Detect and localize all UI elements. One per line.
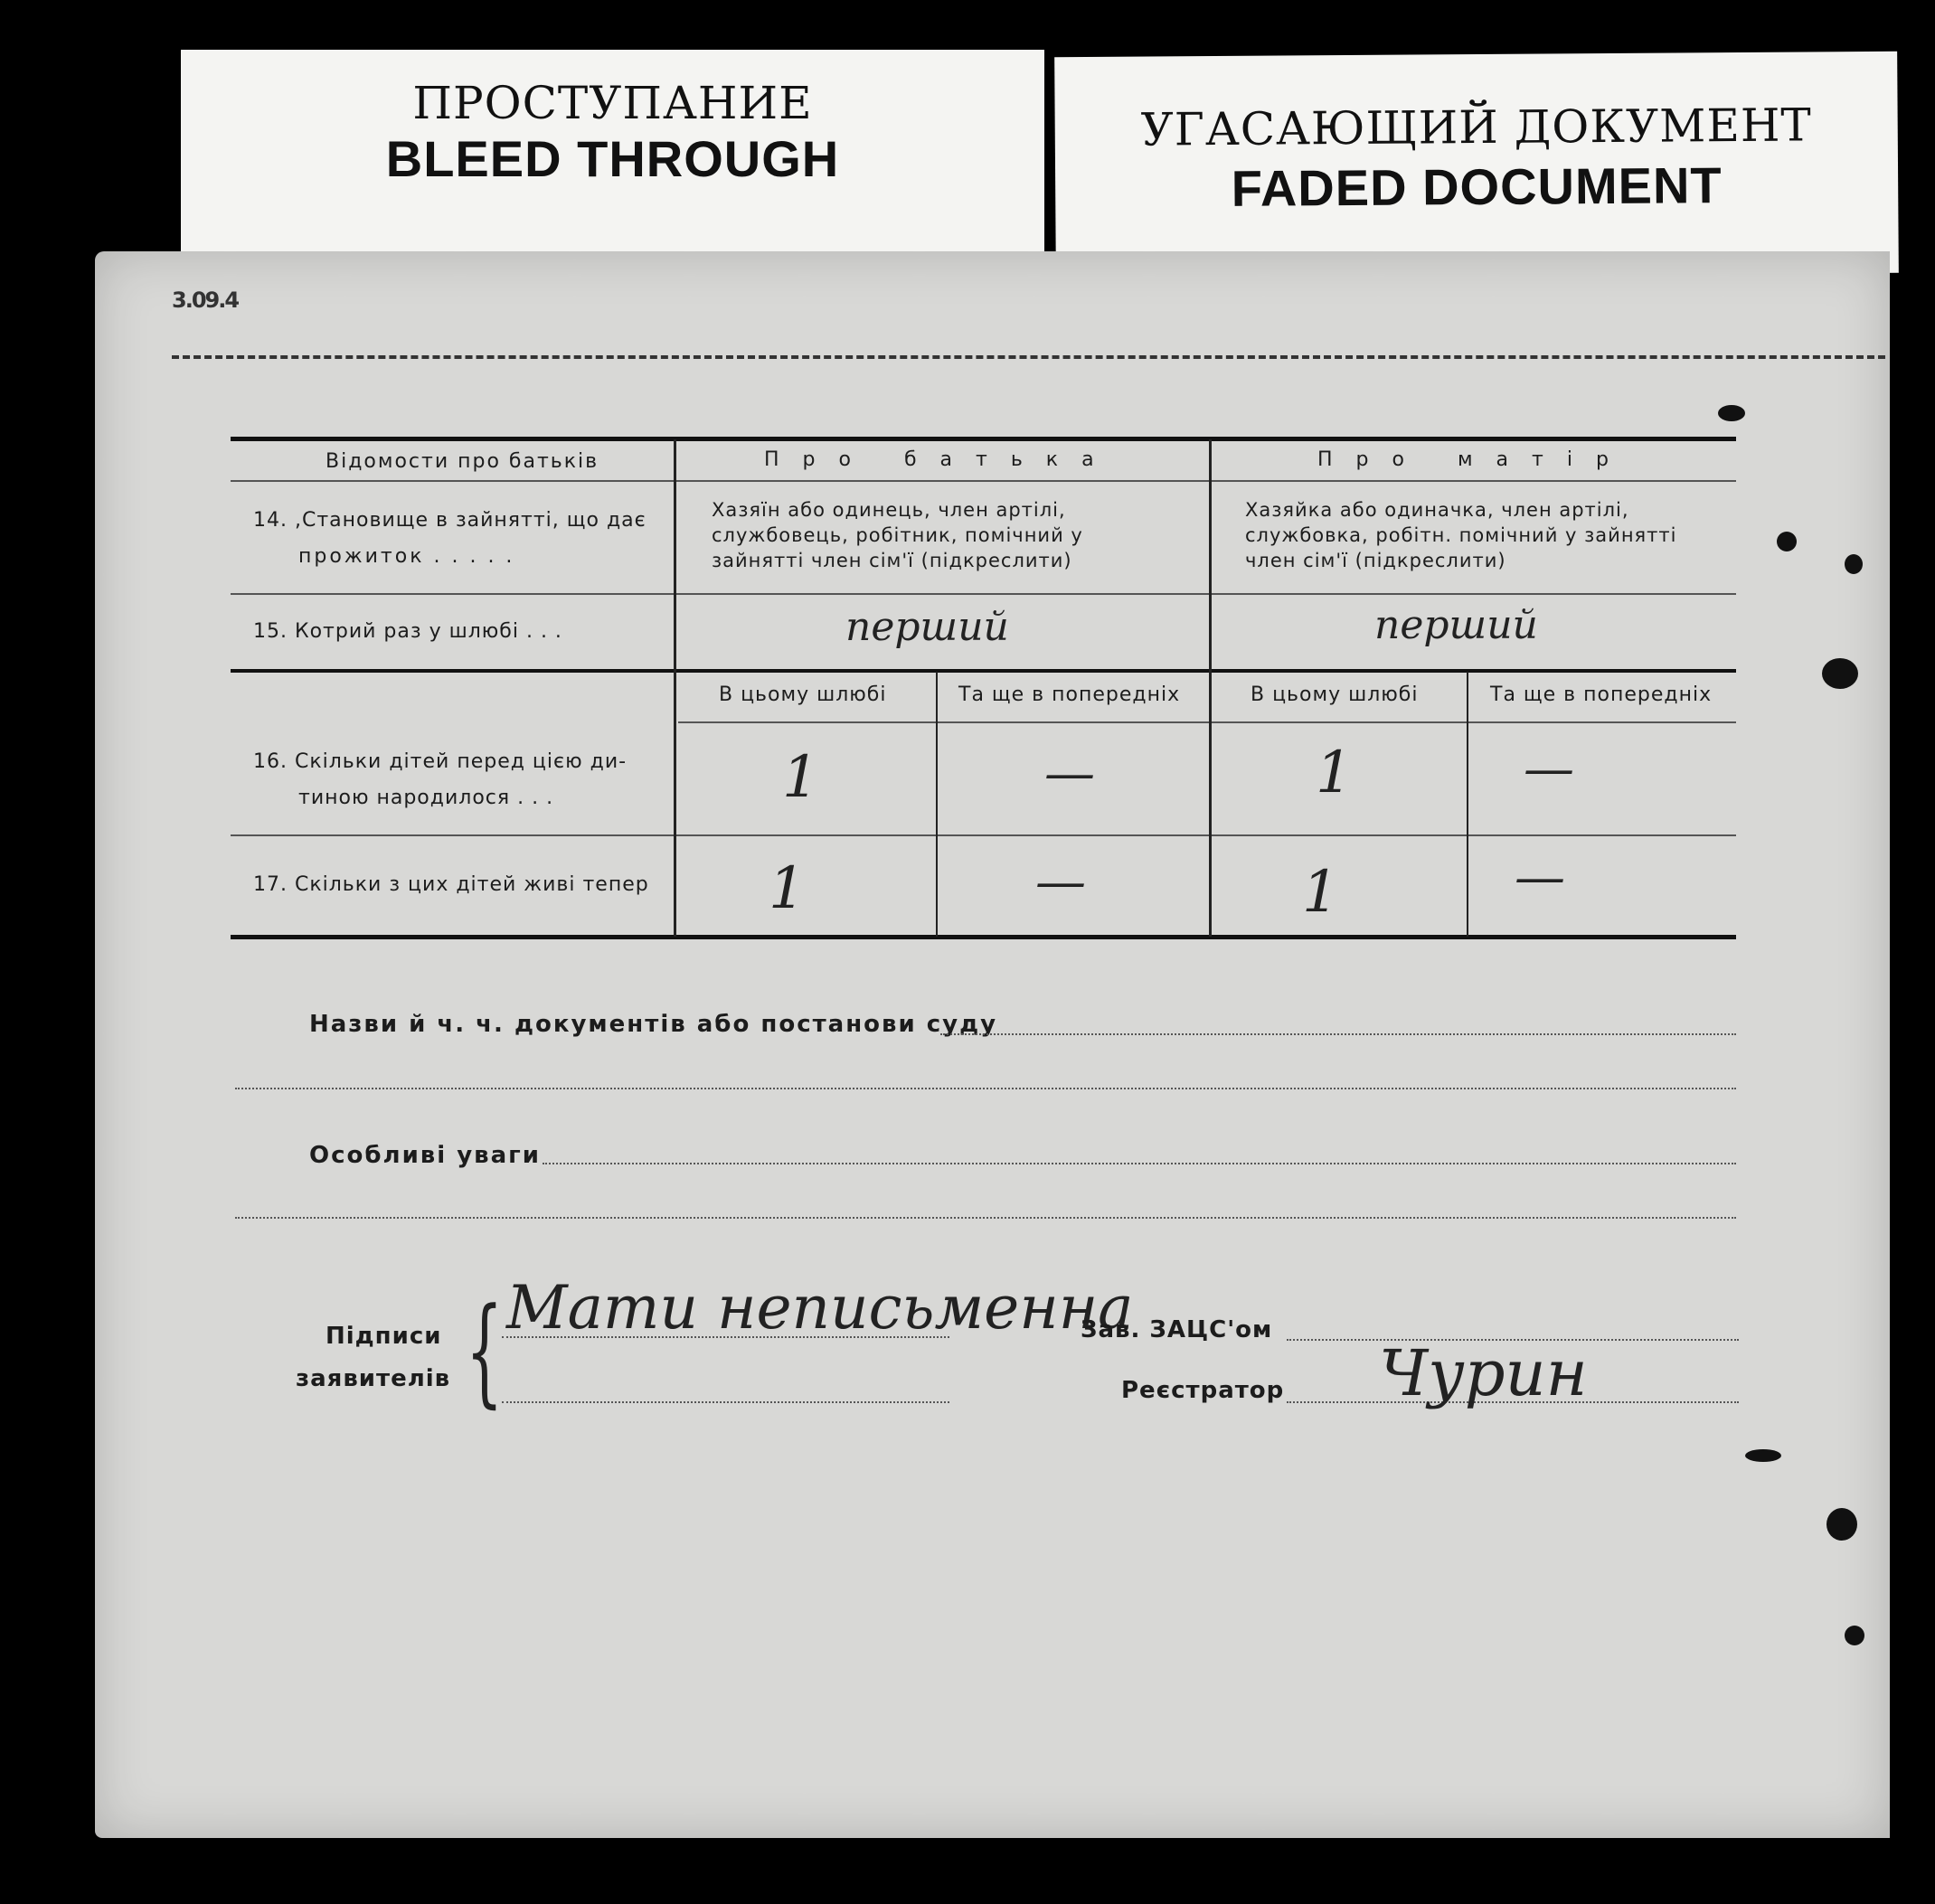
subheader-divider (678, 721, 1736, 723)
table-top-rule (231, 437, 1736, 441)
mother-occupation-options: Хазяйка або одиначка, член артілі, службовка, робітн. помічний у зайнятті член сім'ї (підкреслити) (1245, 499, 1677, 571)
col-divider (1209, 439, 1212, 937)
row16-father-previous: — (1044, 744, 1095, 803)
signatures-label-cont: заявителів (296, 1365, 451, 1392)
faded-document-card (1054, 52, 1899, 279)
card-title-ru: ПРОСТУПАНИЕ (412, 77, 813, 129)
father-previous-header: Та ще в попередніх (958, 683, 1181, 706)
applicant-signature-line-2 (502, 1401, 949, 1403)
row15-divider (231, 669, 1736, 673)
mother-marriage-count: перший (1374, 602, 1538, 648)
father-marriage-count: перший (845, 604, 1009, 650)
col-divider (936, 672, 938, 937)
row16-mother-previous: — (1524, 740, 1574, 798)
card-title-en: BLEED THROUGH (385, 130, 840, 187)
remarks-line-2 (235, 1217, 1736, 1219)
punch-hole (1826, 1508, 1857, 1541)
row17-mother-previous: — (1515, 848, 1565, 907)
card-title-en: FADED DOCUMENT (1231, 156, 1723, 217)
bleed-through-card (181, 50, 1044, 262)
table-bottom-rule (231, 935, 1736, 939)
punch-hole (1845, 554, 1863, 574)
mother-previous-header: Та ще в попередніх (1490, 683, 1713, 706)
row17-father-previous: — (1035, 853, 1086, 911)
row17-label: 17. Скільки з цих дітей живі тепер (253, 873, 649, 896)
mother-this-marriage-header: В цьому шлюбі (1251, 683, 1419, 706)
documents-line-2 (235, 1088, 1736, 1089)
perforation-line (172, 355, 1885, 359)
row16-father-current: 1 (782, 744, 819, 811)
col-divider (674, 439, 676, 937)
row14-label-cont: прожиток . . . . . (298, 545, 515, 568)
signature-brace: { (466, 1282, 504, 1419)
document-sheet (95, 251, 1890, 1838)
row16-label: 16. Скільки дітей перед цією ди- (253, 750, 628, 773)
punch-hole (1777, 532, 1797, 551)
row15-label: 15. Котрий раз у шлюбі . . . (253, 620, 562, 643)
corner-stamp: 3.09.4 (172, 287, 239, 313)
documents-label: Назви й ч. ч. документів або постанови суду (309, 1011, 998, 1038)
punch-hole (1822, 658, 1858, 689)
row17-father-current: 1 (769, 855, 806, 922)
registrar-signature: Чурин (1379, 1336, 1588, 1410)
card-title-ru: УГАСАЮЩИЙ ДОКУМЕНТ (1140, 99, 1812, 156)
registrar-label: Реєстратор (1121, 1377, 1285, 1404)
punch-hole (1845, 1626, 1864, 1645)
applicant-signature-line (502, 1336, 949, 1338)
row16-label-cont: тиною народилося . . . (298, 787, 554, 809)
header-divider (231, 480, 1736, 482)
documents-line (940, 1033, 1736, 1035)
punch-hole (1718, 405, 1745, 421)
row17-mother-current: 1 (1302, 859, 1339, 926)
mother-header: Про матір (1317, 448, 1632, 471)
remarks-line (543, 1163, 1736, 1164)
applicant-signature: Мати неписьменна (506, 1273, 1134, 1343)
row16-divider (231, 834, 1736, 836)
signatures-label: Підписи (326, 1323, 442, 1350)
parents-info-header: Відомости про батьків (326, 450, 599, 473)
father-this-marriage-header: В цьому шлюбі (719, 683, 887, 706)
row16-mother-current: 1 (1316, 740, 1353, 806)
punch-hole (1745, 1449, 1781, 1462)
row14-label: 14. ,Становище в зайнятті, що дає (253, 509, 647, 532)
col-divider (1467, 672, 1468, 937)
zags-head-label: Зав. ЗАЦС'ом (1081, 1316, 1273, 1343)
father-occupation-options: Хазяїн або одинець, член артілі, службовець, робітник, помічний у зайнятті член сім'ї (підкреслити) (712, 499, 1083, 571)
row14-divider (231, 593, 1736, 595)
father-header: Про батька (764, 448, 1118, 471)
remarks-label: Особливі уваги (309, 1142, 541, 1169)
